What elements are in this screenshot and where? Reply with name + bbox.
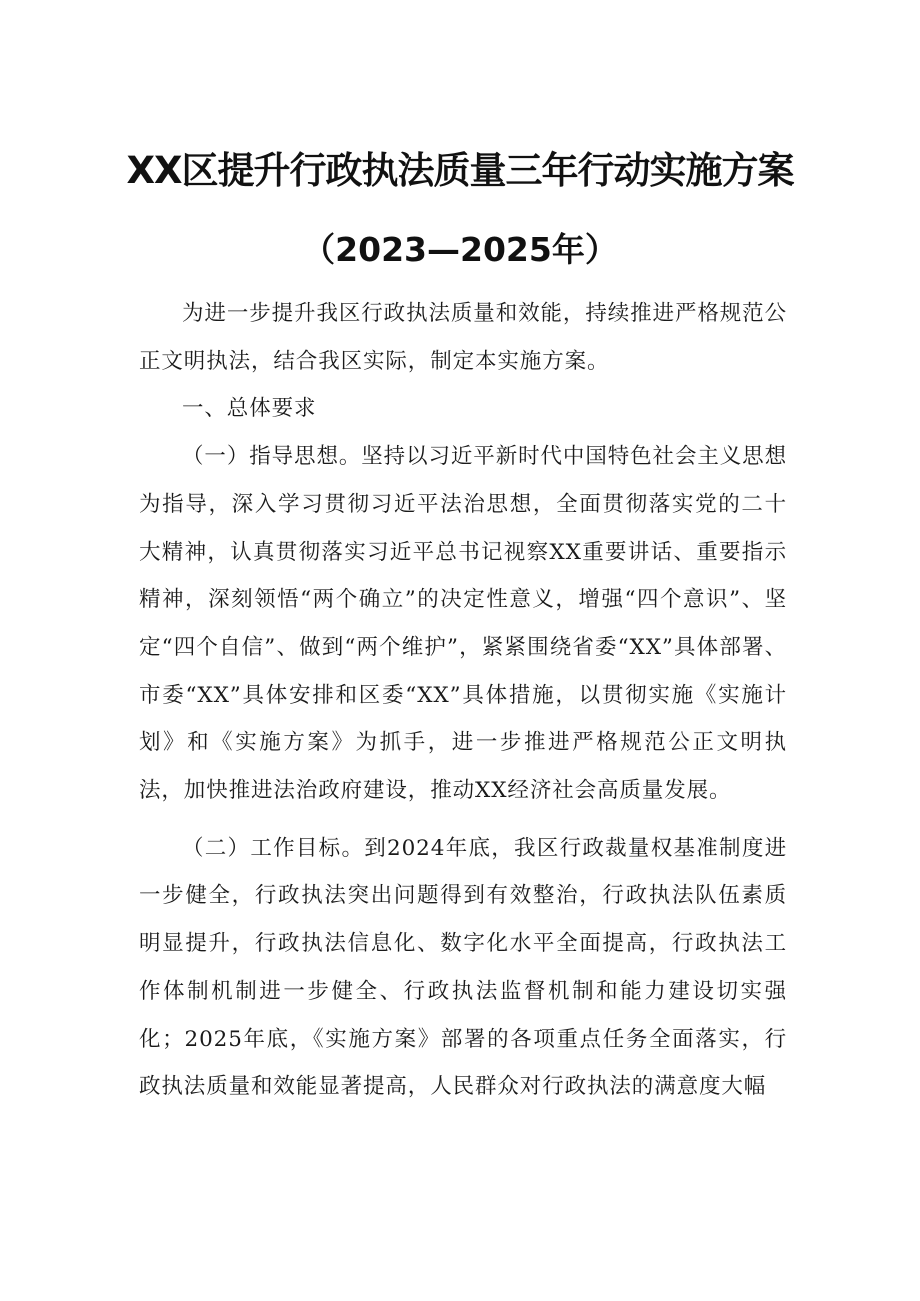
guiding-thought-paragraph: （一）指导思想。坚持以习近平新时代中国特色社会主义思想为指导，深入学习贯彻习近平法治思想，全面贯彻落实党的二十大精神，认真贯彻落实习近平总书记视察XX重要讲话、重要指示精神，深刻领悟“两个确立”的决定性意义，增强“四个意识”、坚定“四个自信”、做到“两个维护”，紧紧围绕省委“XX”具体部署、市委“XX”具体安排和区委“XX”具体措施，以贯彻实施《实施计划》和《实施方案》为抓手，进一步推进严格规范公正文明执法，加快推进法治政府建设，推动XX经济社会高质量发展。 [139,444,787,804]
section-heading: 一、总体要求 [182,396,317,422]
document-title: XX区提升行政执法质量三年行动实施方案 [126,149,794,192]
intro-paragraph: 为进一步提升我区行政执法质量和效能，持续推进严格规范公正文明执法，结合我区实际，制定本实施方案。 [139,301,787,374]
work-goals-paragraph: （二）工作目标。到2024年底，我区行政裁量权基准制度进一步健全，行政执法突出问题得到有效整治，行政执法队伍素质明显提升，行政执法信息化、数字化水平全面提高，行政执法工作体制机制进一步健全、行政执法监督机制和能力建设切实强化；2025年底，《实施方案》部署的各项重点任务全面落实，行政执法质量和效能显著提高，人民群众对行政执法的满意度大幅 [139,835,787,1100]
document-body [139,290,787,1111]
document-subtitle: （2023—2025年） [302,230,618,269]
